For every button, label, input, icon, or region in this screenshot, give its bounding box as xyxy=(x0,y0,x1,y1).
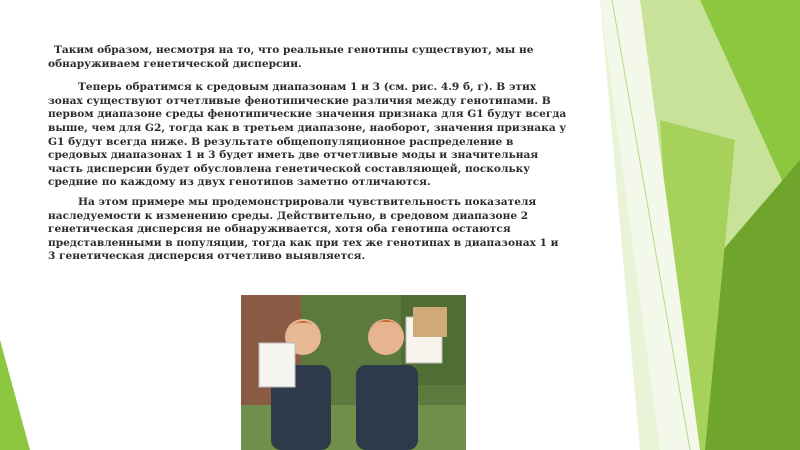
slide-text xyxy=(48,44,568,270)
paragraph-3: На этом примере мы продемонстрировали чувствительность показателя наследуемости к изменению среды. Действительно, в средовом диапазоне 2 генетическая дисперсия не обнаруживается, хотя оба генотипа остаются представленными в популяции, тогда как при тех же генотипах в диапазонах 1 и 3 генетическая дисперсия отчетливо выявляется. xyxy=(48,195,559,263)
twins-photo xyxy=(241,295,466,450)
paragraph-1: Таким образом, несмотря на то, что реальные генотипы существуют, мы не обнаруживаем генетической дисперсии. xyxy=(48,44,534,70)
twins-photo-illustration xyxy=(241,295,466,450)
paragraph-2: Теперь обратимся к средовым диапазонам 1 и 3 (см. рис. 4.9 б, г). В этих зонах существуют отчетливые фенотипические различия между генотипами. В первом диапазоне среды фенотипические значения признака для G1 будут всегда выше, чем для G2, тогда как в третьем диапазоне, наоборот, значения признака у G1 будут всегда ниже. В результате общепопуляционное распределение в средовых диапазонах 1 и 3 будет иметь две отчетливые моды и значительная часть дисперсии будет обусловлена генетической составляющей, поскольку средние по каждому из двух генотипов заметно отличаются. xyxy=(48,81,567,189)
left-green-strip xyxy=(0,340,30,450)
